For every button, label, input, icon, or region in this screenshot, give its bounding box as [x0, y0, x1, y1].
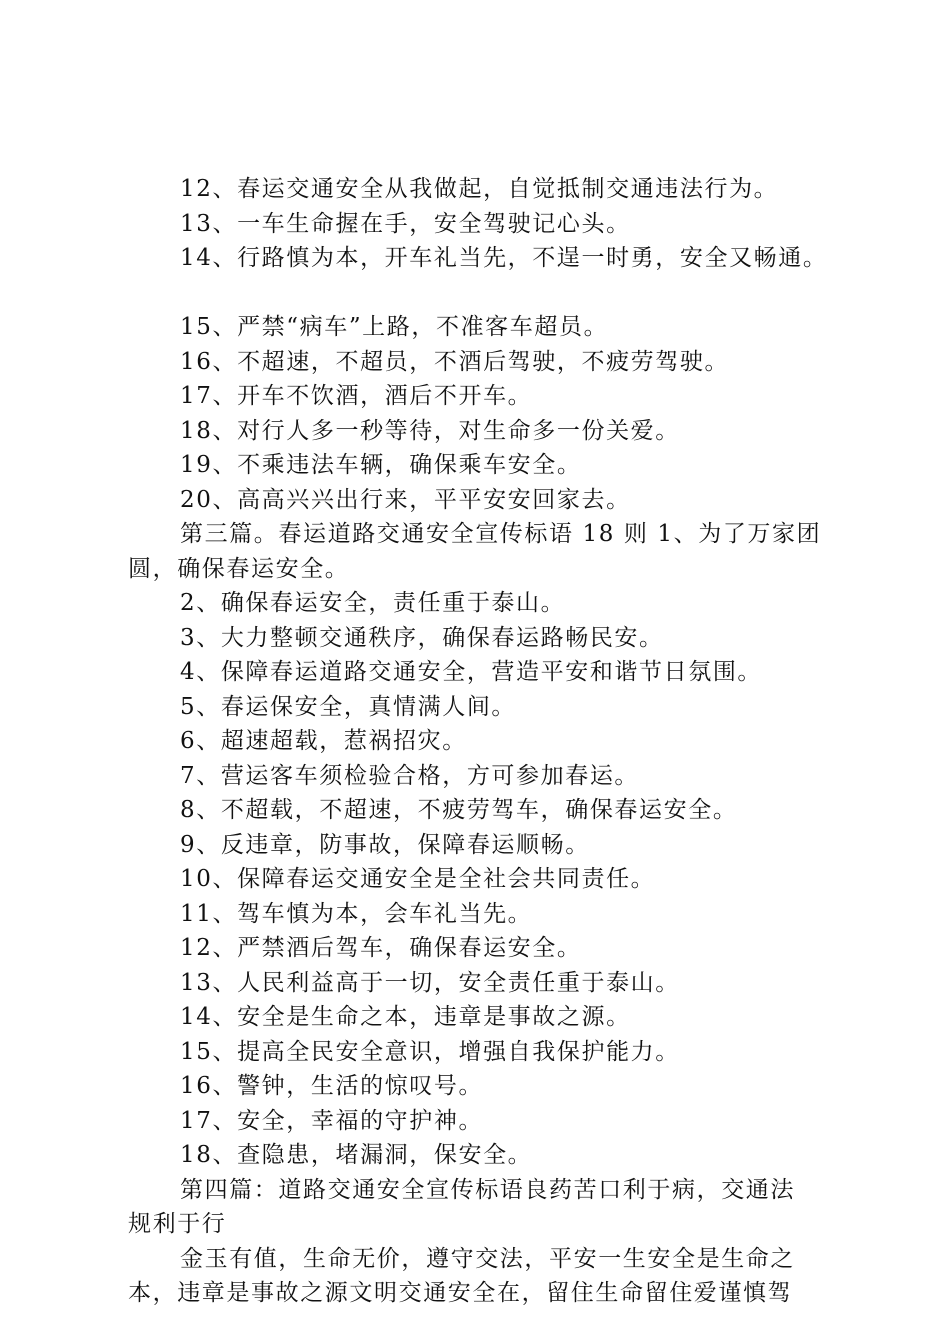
section-heading-4-continued: 规利于行: [128, 1211, 227, 1237]
text-line: 15、严禁“病车”上路，不准客车超员。: [180, 314, 609, 340]
list-item: 14、安全是生命之本，违章是事故之源。: [180, 1004, 631, 1030]
list-item: 13、人民利益高于一切，安全责任重于泰山。: [180, 969, 680, 996]
paragraph-line: 本，违章是事故之源文明交通安全在，留住生命留住爱谨慎驾: [128, 1280, 793, 1306]
list-item: 18、查隐患，堵漏洞，保安全。: [180, 1142, 533, 1168]
section-heading-3-continued: 圆，确保春运安全。: [128, 555, 350, 582]
paragraph-line: 金玉有值，生命无价，遵守交法，平安一生安全是生命之: [180, 1245, 795, 1272]
text-line: 17、开车不饮酒，酒后不开车。: [180, 383, 533, 409]
list-item: 15、提高全民安全意识，增强自我保护能力。: [180, 1038, 680, 1065]
section-heading-3: 第三篇。春运道路交通安全宣传标语 18 则 1、为了万家团: [180, 521, 822, 547]
section-heading-4: 第四篇：道路交通安全宣传标语良药苦口利于病，交通法: [180, 1176, 795, 1203]
list-item: 12、严禁酒后驾车，确保春运安全。: [180, 935, 582, 961]
text-line: 18、对行人多一秒等待，对生命多一份关爱。: [180, 417, 680, 444]
text-line: 14、行路慎为本，开车礼当先，不逞一时勇，安全又畅通。: [180, 245, 828, 271]
text-line: 19、不乘违法车辆，确保乘车安全。: [180, 452, 582, 478]
list-item: 8、不超载，不超速，不疲劳驾车，确保春运安全。: [180, 797, 738, 823]
text-line: 13、一车生命握在手，安全驾驶记心头。: [180, 210, 631, 237]
blank-line: [128, 276, 840, 311]
list-item: 11、驾车慎为本，会车礼当先。: [180, 900, 533, 927]
list-item: 17、安全，幸福的守护神。: [180, 1107, 484, 1134]
list-item: 16、警钟，生活的惊叹号。: [180, 1073, 484, 1099]
text-line: 12、春运交通安全从我做起，自觉抵制交通违法行为。: [180, 176, 779, 202]
list-item: 9、反违章，防事故，保障春运顺畅。: [180, 831, 590, 858]
text-line: 16、不超速，不超员，不酒后驾驶，不疲劳驾驶。: [180, 348, 730, 375]
list-item: 7、营运客车须检验合格，方可参加春运。: [180, 762, 640, 789]
list-item: 2、确保春运安全，责任重于泰山。: [180, 590, 566, 616]
list-item: 4、保障春运道路交通安全，营造平安和谐节日氛围。: [180, 659, 763, 685]
list-item: 3、大力整顿交通秩序，确保春运路畅民安。: [180, 624, 664, 651]
text-line: 20、高高兴兴出行来，平平安安回家去。: [180, 486, 631, 513]
list-item: 6、超速超载，惹祸招灾。: [180, 728, 467, 754]
list-item: 10、保障春运交通安全是全社会共同责任。: [180, 866, 656, 892]
list-item: 5、春运保安全，真情满人间。: [180, 693, 517, 720]
document-body: [128, 172, 840, 1311]
